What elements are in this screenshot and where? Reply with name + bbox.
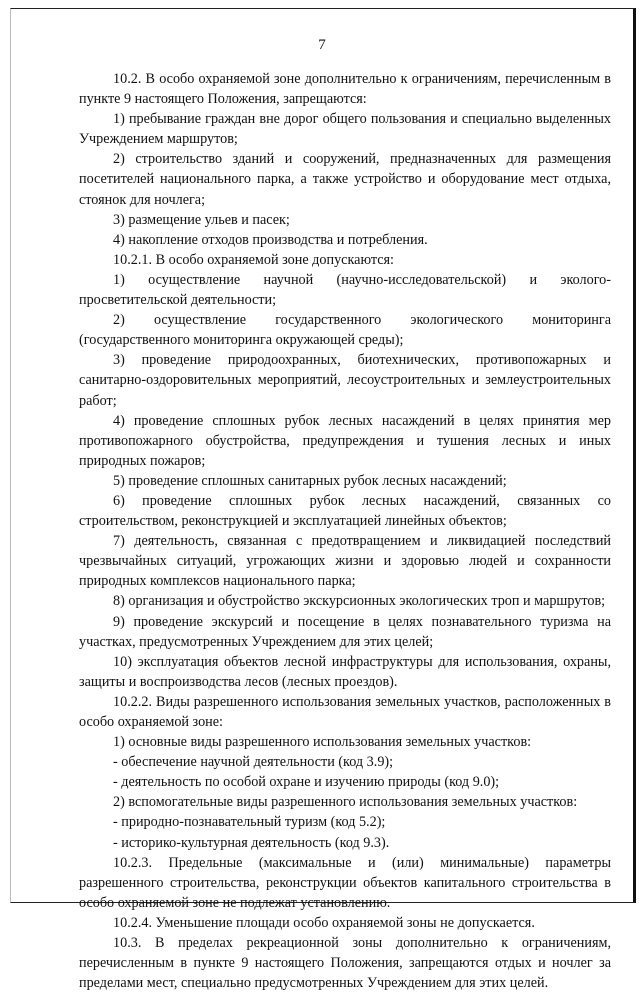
paragraph-10-2-1-item-10: 10) эксплуатация объектов лесной инфраструктуры для использования, охраны, защиты и воспроизводства лесов (лесных проездов). [79,653,611,690]
paragraph-10-2-item-3: 3) размещение ульев и пасек; [113,211,290,228]
paragraph-10-2: 10.2. В особо охраняемой зоне дополнительно к ограничениям, перечисленным в пункте 9 настоящего Положения, запрещаются: [79,71,611,108]
paragraph-10-2-2-use-9-3: - историко-культурная деятельность (код 9.3). [113,834,390,851]
document-page [10,8,636,992]
paragraph-10-2-1: 10.2.1. В особо охраняемой зоне допускаются: [113,251,394,268]
paragraph-10-2-1-item-8: 8) организация и обустройство экскурсионных экологических троп и маршрутов; [113,593,606,610]
paragraph-10-2-2: 10.2.2. Виды разрешенного использования земельных участков, расположенных в особо охраняемой зоне: [79,693,611,730]
paragraph-10-2-1-item-6: 6) проведение сплошных рубок лесных насаждений, связанных со строительством, реконструкцией и эксплуатацией линейных объектов; [79,492,611,530]
paragraph-10-2-1-item-5: 5) проведение сплошных санитарных рубок лесных насаждений; [113,472,507,489]
paragraph-10-2-item-1: 1) пребывание граждан вне дорог общего пользования и специально выделенных Учреждением маршрутов; [79,111,611,148]
paragraph-10-2-item-2: 2) строительство зданий и сооружений, предназначенных для размещения посетителей национального парка, а также устройство и оборудование мест отдыха, стоянок для ночлега; [79,151,611,208]
paragraph-10-2-1-item-1: 1) осуществление научной (научно-исследовательской) и эколого-просветительской деятельности; [79,271,611,309]
paragraph-10-2-2-auxiliary-uses: 2) вспомогательные виды разрешенного использования земельных участков: [113,794,578,811]
paragraph-10-2-1-item-4: 4) проведение сплошных рубок лесных насаждений в целях принятия мер противопожарного обустройства, предупреждения и тушения лесных и иных природных пожаров; [79,412,611,469]
paragraph-10-2-1-item-2: 2) осуществление государственного экологического мониторинга (государственного мониторинга окружающей среды); [79,312,611,349]
paragraph-10-2-2-use-9-0: - деятельность по особой охране и изучению природы (код 9.0); [113,774,500,791]
paragraph-10-3: 10.3. В пределах рекреационной зоны дополнительно к ограничениям, перечисленным в пункте 9 настоящего Положения, запрещаются отдых и ночлег за пределами мест, специально предусмотренных Учреждением для этих целей. [79,935,611,992]
paragraph-10-2-1-item-3: 3) проведение природоохранных, биотехнических, противопожарных и санитарно-оздоровительных мероприятий, лесоустроительных и землеустроительных работ; [79,352,611,409]
paragraph-10-2-2-use-3-9: - обеспечение научной деятельности (код 3.9); [113,754,394,771]
paragraph-10-2-4: 10.2.4. Уменьшение площади особо охраняемой зоны не допускается. [113,914,535,931]
paragraph-10-2-1-item-9: 9) проведение экскурсий и посещение в целях познавательного туризма на участках, предусмотренных Учреждением для этих целей; [79,613,611,650]
page-number: 7 [318,37,326,53]
paragraph-10-2-2-main-uses: 1) основные виды разрешенного использования земельных участков: [113,734,532,751]
paragraph-10-2-item-4: 4) накопление отходов производства и потребления. [113,231,428,248]
document-body [79,69,611,993]
paragraph-10-2-1-item-7: 7) деятельность, связанная с предотвращением и ликвидацией последствий чрезвычайных ситуаций, угрожающих жизни и здоровью людей и сохранности природных комплексов национального парка; [79,533,611,590]
paragraph-10-2-3: 10.2.3. Предельные (максимальные и (или) минимальные) параметры разрешенного строительства, реконструкции объектов капитального строительства в особо охраняемой зоне не подлежат установлению. [79,854,611,911]
paragraph-10-2-2-use-5-2: - природно-познавательный туризм (код 5.2); [113,814,386,831]
